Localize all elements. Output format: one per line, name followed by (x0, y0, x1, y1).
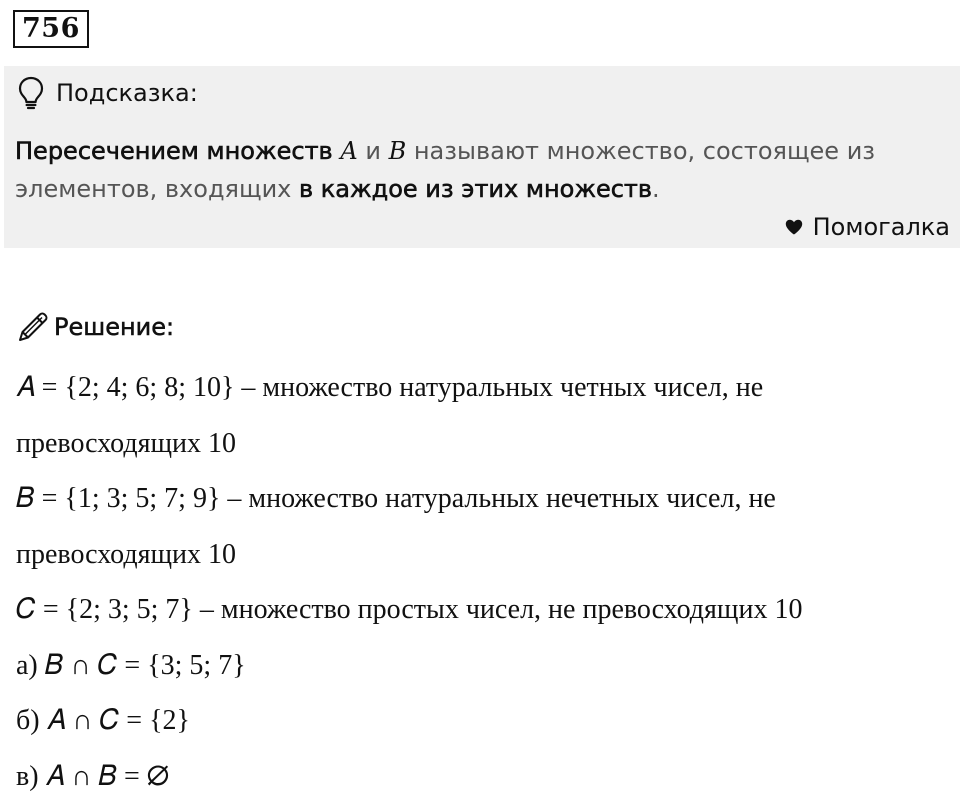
hint-var-a: A (340, 137, 357, 165)
solution-body (16, 360, 946, 804)
hint-var-b: B (389, 137, 407, 165)
solution-header (16, 310, 174, 344)
hint-end: . (652, 175, 660, 203)
pencil-icon (16, 310, 50, 344)
pomogalka-label[interactable]: Помогалка (813, 211, 950, 243)
heart-icon (785, 219, 803, 235)
solution-title: Решение: (54, 311, 174, 343)
hint-middle-text: называют множество, состоящее из элементов, входящих (15, 137, 875, 203)
solution-line-set-a-cont: превосходящих 10 (16, 416, 946, 472)
answer-c: в) 𝐴 ∩ 𝐵 = ∅ (16, 749, 946, 804)
answer-b: б) 𝐴 ∩ 𝐶 = {2} (16, 693, 946, 749)
solution-line-set-b: 𝐵 = {1; 3; 5; 7; 9} – множество натуральных нечетных чисел, не (16, 471, 946, 527)
hint-and: и (365, 137, 381, 165)
hint-term: Пересечением множеств (15, 137, 333, 165)
hint-header (18, 76, 198, 110)
problem-number: 756 (13, 10, 89, 48)
hint-text (15, 132, 945, 208)
answer-a: а) 𝐵 ∩ 𝐶 = {3; 5; 7} (16, 638, 946, 694)
lightbulb-icon (18, 76, 44, 110)
solution-line-set-a: 𝐴 = {2; 4; 6; 8; 10} – множество натуральных четных чисел, не (16, 360, 946, 416)
solution-line-set-b-cont: превосходящих 10 (16, 527, 946, 583)
pomogalka-link[interactable] (785, 211, 950, 243)
hint-emphasis: в каждое из этих множеств (299, 175, 652, 203)
hint-title: Подсказка: (56, 77, 198, 109)
hint-box (4, 66, 960, 248)
solution-line-set-c: 𝐶 = {2; 3; 5; 7} – множество простых чисел, не превосходящих 10 (16, 582, 946, 638)
